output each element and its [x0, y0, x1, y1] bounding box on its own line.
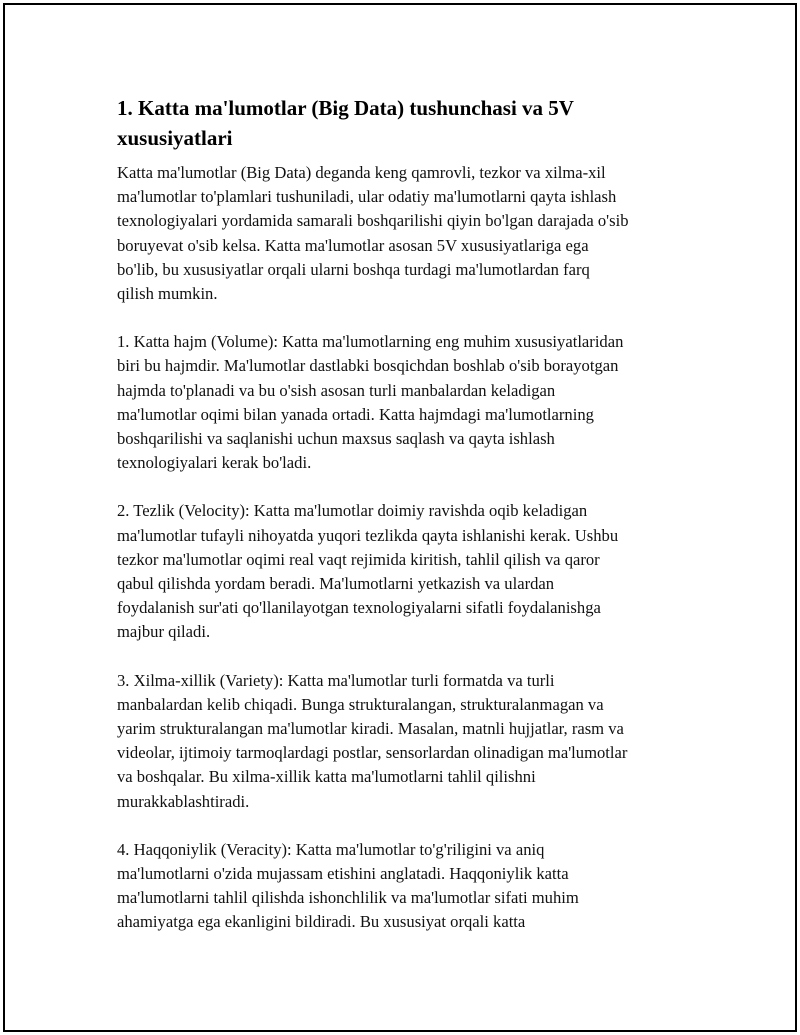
paragraph-velocity: 2. Tezlik (Velocity): Katta ma'lumotlar doimiy ravishda oqib keladigan ma'lumotlar tufayli nihoyatda yuqori tezlikda qayta ishlanishi kerak. Ushbu tezkor ma'lumotlar oqimi real vaqt rejimida kiritish, tahlil qilish va qaror qabul qilishda yordam beradi. Ma'lumotlarni yetkazish va ulardan foydalanish sur'ati qo'llanilayotgan texnologiyalarni sifatli foydalanishga majbur qiladi. — [117, 501, 619, 642]
paragraph-volume: 1. Katta hajm (Volume): Katta ma'lumotlarning eng muhim xususiyatlaridan biri bu hajmdir. Ma'lumotlar dastlabki bosqichdan boshlab o'sib borayotgan hajmda to'planadi va bu o'sish asosan turli manbalardan keladigan ma'lumotlar oqimi bilan yanada ortadi. Katta hajmdagi ma'lumotlarning boshqarilishi va saqlanishi uchun maxsus saqlash va qayta ishlash texnologiyalari kerak bo'ladi. — [117, 332, 624, 473]
paragraph-variety: 3. Xilma-xillik (Variety): Katta ma'lumotlar turli formatda va turli manbalardan kelib chiqadi. Bunga strukturalangan, strukturalanmagan va yarim strukturalangan ma'lumotlar kiradi. Masalan, matnli hujjatlar, rasm va videolar, ijtimoiy tarmoqlardagi postlar, sensorlardan olinadigan ma'lumotlar va boshqalar. Bu xilma-xillik katta ma'lumotlarni tahlil qilishni murakkablashtiradi. — [117, 670, 628, 811]
document-body — [117, 93, 697, 959]
paragraph-veracity: 4. Haqqoniylik (Veracity): Katta ma'lumotlar to'g'riligini va aniq ma'lumotlarni o'zida mujassam etishini anglatadi. Haqqoniylik katta ma'lumotlarni tahlil qilishda ishonchlilik va ma'lumotlar sifati muhim ahamiyatga ega ekanligini bildiradi. Bu xususiyat orqali katta — [117, 839, 579, 932]
heading-line-1: 1. Katta ma'lumotlar (Big Data) tushunchasi va 5V — [117, 96, 574, 120]
heading-line-2: xususiyatlari — [117, 126, 233, 150]
section-heading — [117, 93, 697, 153]
paragraph-intro: Katta ma'lumotlar (Big Data) deganda keng qamrovli, tezkor va xilma-xil ma'lumotlar to'plamlari tushuniladi, ular odatiy ma'lumotlarni qayta ishlash texnologiyalari yordamida samarali boshqarilishi qiyin bo'lgan darajada o'sib boruyevat o'sib kelsa. Katta ma'lumotlar asosan 5V xususiyatlariga ega bo'lib, bu xususiyatlar orqali ularni boshqa turdagi ma'lumotlardan farq qilish mumkin. — [117, 163, 629, 304]
